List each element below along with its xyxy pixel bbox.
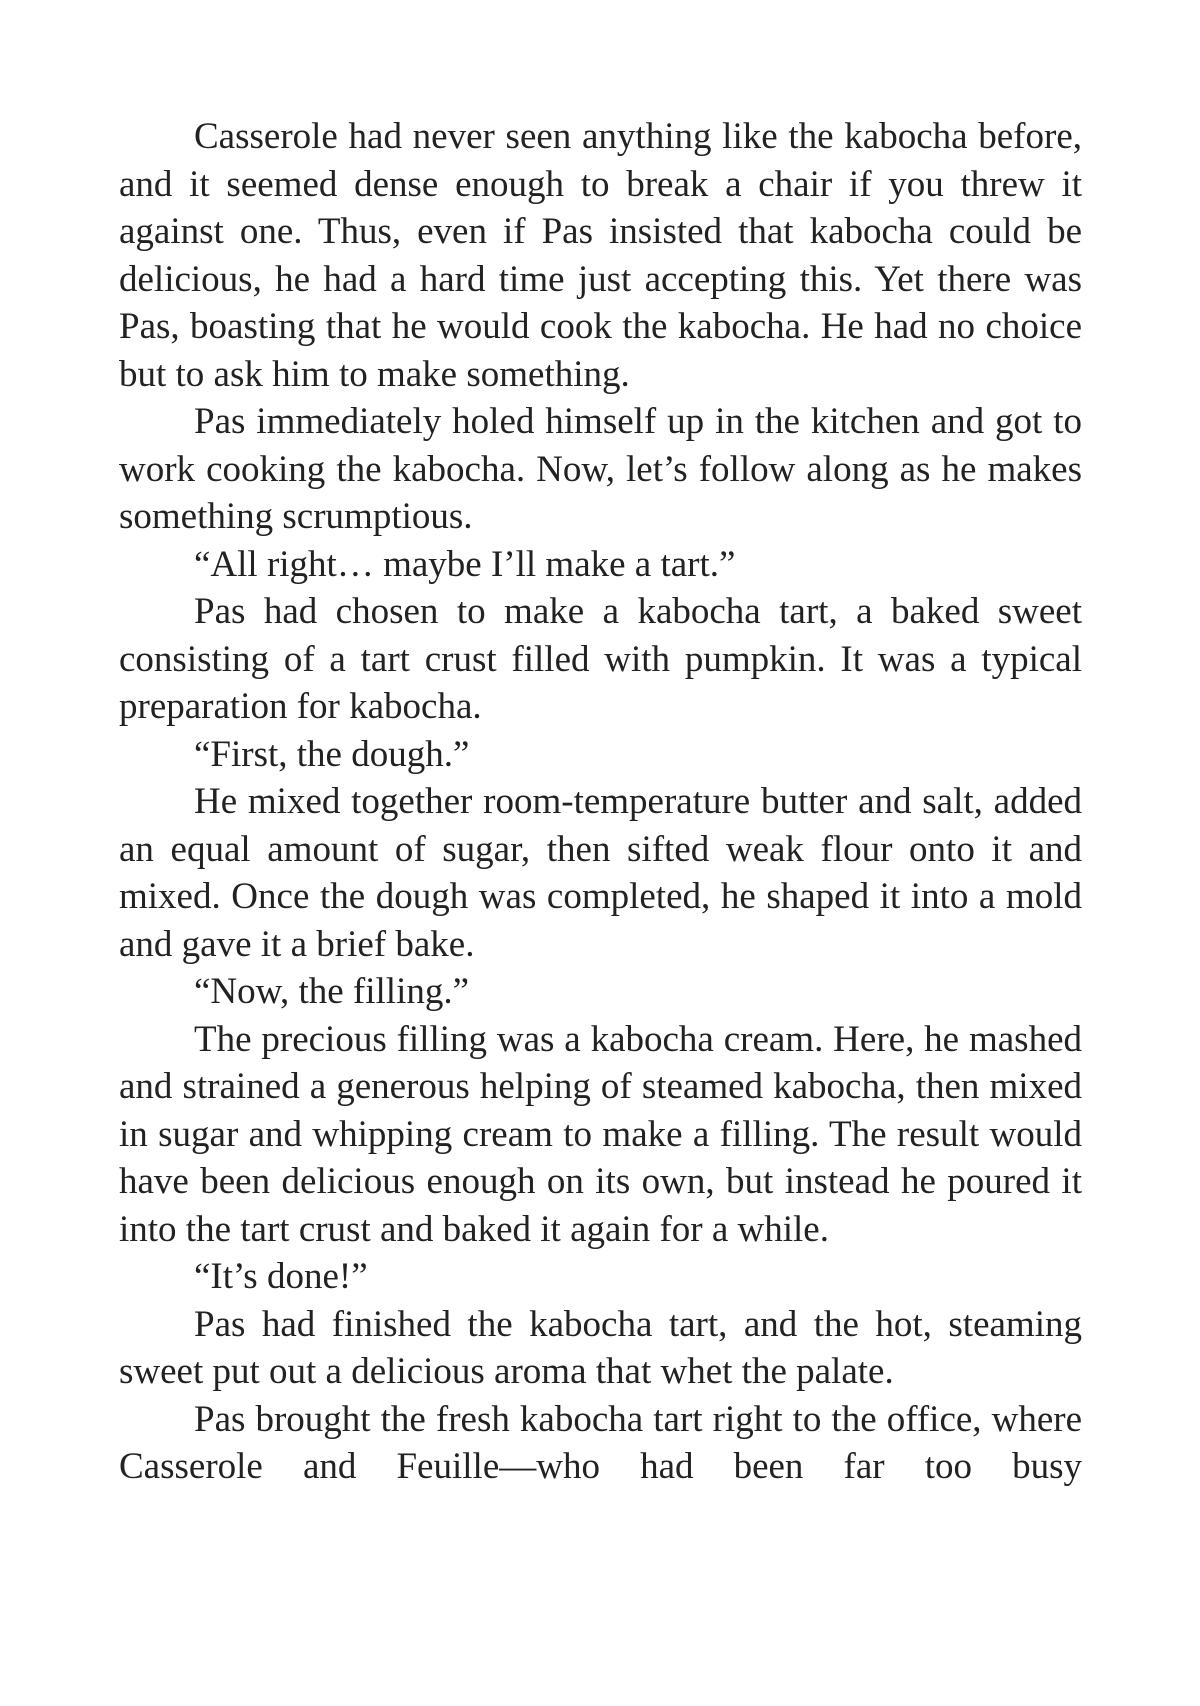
paragraph: Casserole had never seen anything like the kabocha before, and it seemed dense enough to break a chair if you threw it against one. Thus, even if Pas insisted that kabocha could be delicious, he had a hard time just accepting this. Yet there was Pas, boasting that he would cook the kabocha. He had no choice but to ask him to make something. [119,116,1082,395]
paragraph: Pas immediately holed himself up in the kitchen and got to work cooking the kabocha. Now, let’s follow along as he makes something scrumptious. [119,401,1082,537]
body-text [119,113,1082,1491]
dialogue-line: “It’s done!” [194,1256,368,1297]
paragraph: He mixed together room-temperature butter and salt, added an equal amount of sugar, then sifted weak flour onto it and mixed. Once the dough was completed, he shaped it into a mold and gave it a brief bake. [119,781,1082,965]
paragraph: Pas brought the fresh kabocha tart right to the office, where Casserole and Feuille—who had been far too busy [119,1398,1082,1487]
dialogue-line: “Now, the filling.” [194,971,470,1012]
paragraph: The precious filling was a kabocha cream. Here, he mashed and strained a generous helping of steamed kabocha, then mixed in sugar and whipping cream to make a filling. The result would have been delicious enough on its own, but instead he poured it into the tart crust and baked it again for a while. [119,1018,1082,1250]
dialogue-line: “First, the dough.” [194,733,470,775]
paragraph: Pas had finished the kabocha tart, and the hot, steaming sweet put out a delicious aroma that whet the palate. [119,1303,1082,1392]
paragraph: Pas had chosen to make a kabocha tart, a baked sweet consisting of a tart crust filled with pumpkin. It was a typical preparation for kabocha. [119,591,1082,727]
dialogue-line: “All right… maybe I’ll make a tart.” [194,543,736,585]
